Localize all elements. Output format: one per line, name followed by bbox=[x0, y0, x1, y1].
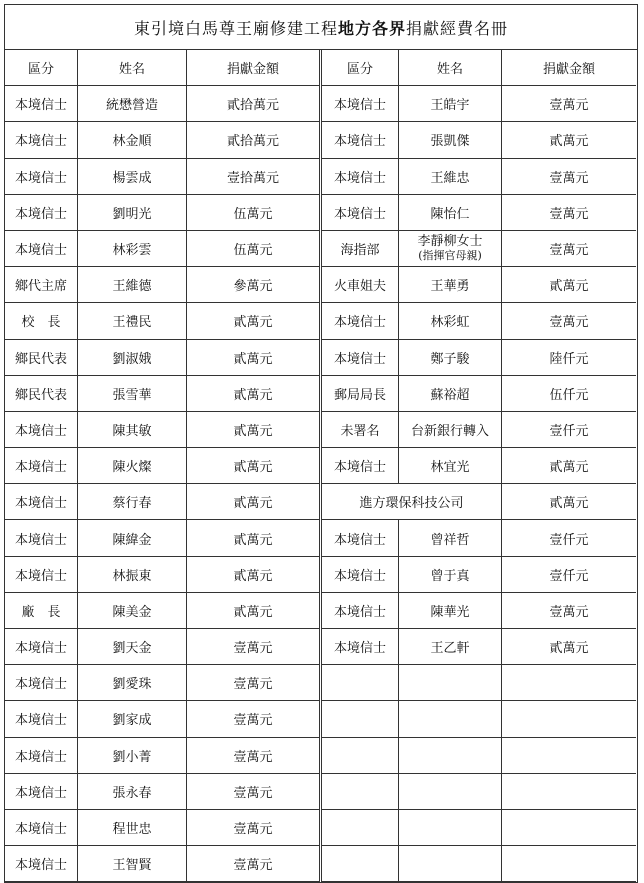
donor-name-cell: 陳華光 bbox=[399, 592, 502, 628]
table-row bbox=[322, 339, 636, 375]
header-category: 區分 bbox=[5, 50, 78, 86]
amount-cell: 伍萬元 bbox=[187, 230, 321, 266]
header-category: 區分 bbox=[322, 50, 399, 86]
amount-cell: 貳萬元 bbox=[187, 556, 321, 592]
donor-name-cell: 王皓宇 bbox=[399, 86, 502, 122]
table-row bbox=[322, 122, 636, 158]
amount-cell: 壹萬元 bbox=[187, 701, 321, 737]
amount-cell: 壹仟元 bbox=[502, 556, 637, 592]
category-cell: 本境信士 bbox=[5, 846, 78, 882]
donor-name-cell: 蔡行春 bbox=[78, 484, 187, 520]
empty-row bbox=[322, 701, 636, 737]
category-cell: 本境信士 bbox=[322, 86, 399, 122]
donor-name-cell: 劉天金 bbox=[78, 629, 187, 665]
amount-cell: 貳萬元 bbox=[187, 484, 321, 520]
category-cell: 本境信士 bbox=[322, 629, 399, 665]
amount-cell: 貳萬元 bbox=[187, 448, 321, 484]
donor-name-cell: 林彩雲 bbox=[78, 230, 187, 266]
table-row bbox=[322, 592, 636, 628]
donor-name-cell: 張永春 bbox=[78, 773, 187, 809]
table-row bbox=[5, 375, 321, 411]
header-amount: 捐獻金額 bbox=[502, 50, 637, 86]
title-bold: 地方各界 bbox=[337, 18, 406, 38]
document-title bbox=[4, 4, 638, 49]
empty-cell bbox=[502, 773, 637, 809]
empty-cell bbox=[502, 737, 637, 773]
right-table bbox=[322, 50, 636, 882]
category-cell: 本境信士 bbox=[5, 448, 78, 484]
header-name: 姓名 bbox=[399, 50, 502, 86]
header-row bbox=[322, 50, 636, 86]
donor-name-cell: 劉愛珠 bbox=[78, 665, 187, 701]
category-cell: 本境信士 bbox=[5, 773, 78, 809]
amount-cell: 壹萬元 bbox=[502, 158, 637, 194]
category-cell: 本境信士 bbox=[5, 158, 78, 194]
table-row bbox=[5, 158, 321, 194]
category-cell: 鄉代主席 bbox=[5, 267, 78, 303]
empty-cell bbox=[399, 665, 502, 701]
category-cell: 火車姐夫 bbox=[322, 267, 399, 303]
empty-row bbox=[322, 773, 636, 809]
empty-cell bbox=[502, 809, 637, 845]
table-row bbox=[5, 86, 321, 122]
amount-cell: 貳萬元 bbox=[502, 484, 637, 520]
empty-row bbox=[322, 737, 636, 773]
amount-cell: 伍萬元 bbox=[187, 194, 321, 230]
category-cell: 鄉民代表 bbox=[5, 375, 78, 411]
category-cell: 本境信士 bbox=[5, 737, 78, 773]
tables-wrapper bbox=[4, 49, 638, 883]
empty-cell bbox=[502, 665, 637, 701]
header-row bbox=[5, 50, 321, 86]
table-row bbox=[5, 122, 321, 158]
table-row bbox=[5, 230, 321, 266]
amount-cell: 壹萬元 bbox=[502, 230, 637, 266]
category-cell: 本境信士 bbox=[5, 520, 78, 556]
amount-cell: 貳萬元 bbox=[187, 303, 321, 339]
donation-register bbox=[4, 4, 638, 883]
category-cell: 本境信士 bbox=[5, 86, 78, 122]
empty-cell bbox=[399, 701, 502, 737]
amount-cell: 貳萬元 bbox=[502, 122, 637, 158]
table-row bbox=[5, 809, 321, 845]
category-cell: 未署名 bbox=[322, 411, 399, 447]
donor-name-cell: 程世忠 bbox=[78, 809, 187, 845]
category-cell: 海指部 bbox=[322, 230, 399, 266]
donor-name-cell: 曾于真 bbox=[399, 556, 502, 592]
empty-cell bbox=[322, 701, 399, 737]
table-row bbox=[322, 86, 636, 122]
amount-cell: 貳拾萬元 bbox=[187, 86, 321, 122]
donor-name-cell bbox=[399, 230, 502, 266]
donor-name-cell: 陳怡仁 bbox=[399, 194, 502, 230]
empty-cell bbox=[399, 773, 502, 809]
donor-name-cell: 陳緯金 bbox=[78, 520, 187, 556]
donor-name-cell: 王禮民 bbox=[78, 303, 187, 339]
category-cell: 本境信士 bbox=[5, 665, 78, 701]
table-row bbox=[5, 701, 321, 737]
company-name-cell: 進方環保科技公司 bbox=[322, 484, 502, 520]
amount-cell: 壹萬元 bbox=[502, 303, 637, 339]
category-cell: 郵局局長 bbox=[322, 375, 399, 411]
donor-name-cell: 劉小菁 bbox=[78, 737, 187, 773]
category-cell: 本境信士 bbox=[5, 411, 78, 447]
category-cell: 本境信士 bbox=[322, 448, 399, 484]
table-row bbox=[322, 411, 636, 447]
category-cell: 本境信士 bbox=[5, 701, 78, 737]
table-row bbox=[322, 484, 636, 520]
empty-cell bbox=[399, 846, 502, 882]
amount-cell: 壹萬元 bbox=[187, 629, 321, 665]
table-row bbox=[322, 629, 636, 665]
donor-name-cell: 林彩虹 bbox=[399, 303, 502, 339]
empty-row bbox=[322, 846, 636, 882]
amount-cell: 貳萬元 bbox=[187, 411, 321, 447]
category-cell: 本境信士 bbox=[322, 122, 399, 158]
right-table-body bbox=[322, 86, 636, 882]
donor-name: 李靜柳女士 bbox=[417, 233, 483, 249]
category-cell: 本境信士 bbox=[322, 194, 399, 230]
table-row bbox=[5, 267, 321, 303]
table-row bbox=[5, 665, 321, 701]
category-cell: 本境信士 bbox=[322, 158, 399, 194]
left-table bbox=[5, 50, 322, 882]
amount-cell: 壹萬元 bbox=[502, 592, 637, 628]
category-cell: 本境信士 bbox=[5, 122, 78, 158]
amount-cell: 伍仟元 bbox=[502, 375, 637, 411]
donor-name-cell: 楊雲成 bbox=[78, 158, 187, 194]
amount-cell: 貳萬元 bbox=[187, 592, 321, 628]
empty-row bbox=[322, 809, 636, 845]
donor-name-cell: 陳火燦 bbox=[78, 448, 187, 484]
donor-name-cell: 林振東 bbox=[78, 556, 187, 592]
table-row bbox=[322, 194, 636, 230]
table-row bbox=[5, 194, 321, 230]
table-row bbox=[5, 411, 321, 447]
amount-cell: 壹萬元 bbox=[187, 846, 321, 882]
category-cell: 本境信士 bbox=[5, 230, 78, 266]
donor-name-cell: 台新銀行轉入 bbox=[399, 411, 502, 447]
donor-name-cell: 陳其敏 bbox=[78, 411, 187, 447]
donor-name-cell: 林金順 bbox=[78, 122, 187, 158]
empty-cell bbox=[322, 665, 399, 701]
donor-name-cell: 林宜光 bbox=[399, 448, 502, 484]
donor-name-cell: 張雪華 bbox=[78, 375, 187, 411]
donor-name-cell: 蘇裕超 bbox=[399, 375, 502, 411]
empty-cell bbox=[322, 846, 399, 882]
amount-cell: 陸仟元 bbox=[502, 339, 637, 375]
donor-name-cell: 統懋營造 bbox=[78, 86, 187, 122]
table-row bbox=[5, 629, 321, 665]
table-row bbox=[322, 556, 636, 592]
table-row bbox=[322, 267, 636, 303]
table-row bbox=[5, 484, 321, 520]
amount-cell: 貳萬元 bbox=[502, 629, 637, 665]
amount-cell: 貳萬元 bbox=[187, 339, 321, 375]
table-row bbox=[322, 448, 636, 484]
empty-cell bbox=[399, 809, 502, 845]
header-amount: 捐獻金額 bbox=[187, 50, 321, 86]
amount-cell: 壹萬元 bbox=[502, 194, 637, 230]
donor-name-cell: 王乙軒 bbox=[399, 629, 502, 665]
category-cell: 廠 長 bbox=[5, 592, 78, 628]
empty-cell bbox=[502, 846, 637, 882]
left-table-body bbox=[5, 86, 321, 882]
donor-note: (指揮官母親) bbox=[418, 248, 482, 262]
amount-cell: 壹萬元 bbox=[502, 86, 637, 122]
title-prefix: 東引境白馬尊王廟修建工程 bbox=[133, 18, 338, 38]
amount-cell: 參萬元 bbox=[187, 267, 321, 303]
donor-name-cell: 劉家成 bbox=[78, 701, 187, 737]
category-cell: 本境信士 bbox=[322, 592, 399, 628]
table-row bbox=[5, 846, 321, 882]
amount-cell: 壹萬元 bbox=[187, 773, 321, 809]
donor-name-cell: 劉淑娥 bbox=[78, 339, 187, 375]
category-cell: 本境信士 bbox=[322, 520, 399, 556]
category-cell: 本境信士 bbox=[322, 303, 399, 339]
empty-cell bbox=[322, 737, 399, 773]
amount-cell: 壹拾萬元 bbox=[187, 158, 321, 194]
amount-cell: 壹仟元 bbox=[502, 411, 637, 447]
donor-name-cell: 王智賢 bbox=[78, 846, 187, 882]
table-row bbox=[322, 375, 636, 411]
category-cell: 本境信士 bbox=[5, 194, 78, 230]
donor-name-cell: 王華勇 bbox=[399, 267, 502, 303]
table-row bbox=[5, 448, 321, 484]
category-cell: 校 長 bbox=[5, 303, 78, 339]
amount-cell: 貳萬元 bbox=[502, 448, 637, 484]
amount-cell: 壹萬元 bbox=[187, 737, 321, 773]
category-cell: 本境信士 bbox=[322, 556, 399, 592]
donor-name-cell: 劉明光 bbox=[78, 194, 187, 230]
table-row bbox=[322, 158, 636, 194]
donor-name-cell: 陳美金 bbox=[78, 592, 187, 628]
category-cell: 鄉民代表 bbox=[5, 339, 78, 375]
donor-name-cell: 張凱傑 bbox=[399, 122, 502, 158]
empty-cell bbox=[399, 737, 502, 773]
amount-cell: 壹萬元 bbox=[187, 809, 321, 845]
donor-name-cell: 鄭子駿 bbox=[399, 339, 502, 375]
donor-name-cell: 王維忠 bbox=[399, 158, 502, 194]
table-row bbox=[322, 230, 636, 266]
category-cell: 本境信士 bbox=[322, 339, 399, 375]
header-name: 姓名 bbox=[78, 50, 187, 86]
donor-name-cell: 曾祥哲 bbox=[399, 520, 502, 556]
donor-name-cell: 王維德 bbox=[78, 267, 187, 303]
category-cell: 本境信士 bbox=[5, 484, 78, 520]
table-row bbox=[5, 556, 321, 592]
table-row bbox=[5, 303, 321, 339]
table-row bbox=[5, 520, 321, 556]
empty-cell bbox=[502, 701, 637, 737]
amount-cell: 貳萬元 bbox=[187, 520, 321, 556]
table-row bbox=[5, 339, 321, 375]
category-cell: 本境信士 bbox=[5, 809, 78, 845]
empty-cell bbox=[322, 809, 399, 845]
table-row bbox=[322, 303, 636, 339]
table-row bbox=[5, 592, 321, 628]
table-row bbox=[5, 773, 321, 809]
category-cell: 本境信士 bbox=[5, 629, 78, 665]
amount-cell: 壹仟元 bbox=[502, 520, 637, 556]
table-row bbox=[5, 737, 321, 773]
empty-row bbox=[322, 665, 636, 701]
amount-cell: 貳拾萬元 bbox=[187, 122, 321, 158]
table-row bbox=[322, 520, 636, 556]
amount-cell: 貳萬元 bbox=[187, 375, 321, 411]
title-suffix: 捐獻經費名冊 bbox=[406, 18, 509, 38]
amount-cell: 壹萬元 bbox=[187, 665, 321, 701]
empty-cell bbox=[322, 773, 399, 809]
amount-cell: 貳萬元 bbox=[502, 267, 637, 303]
category-cell: 本境信士 bbox=[5, 556, 78, 592]
